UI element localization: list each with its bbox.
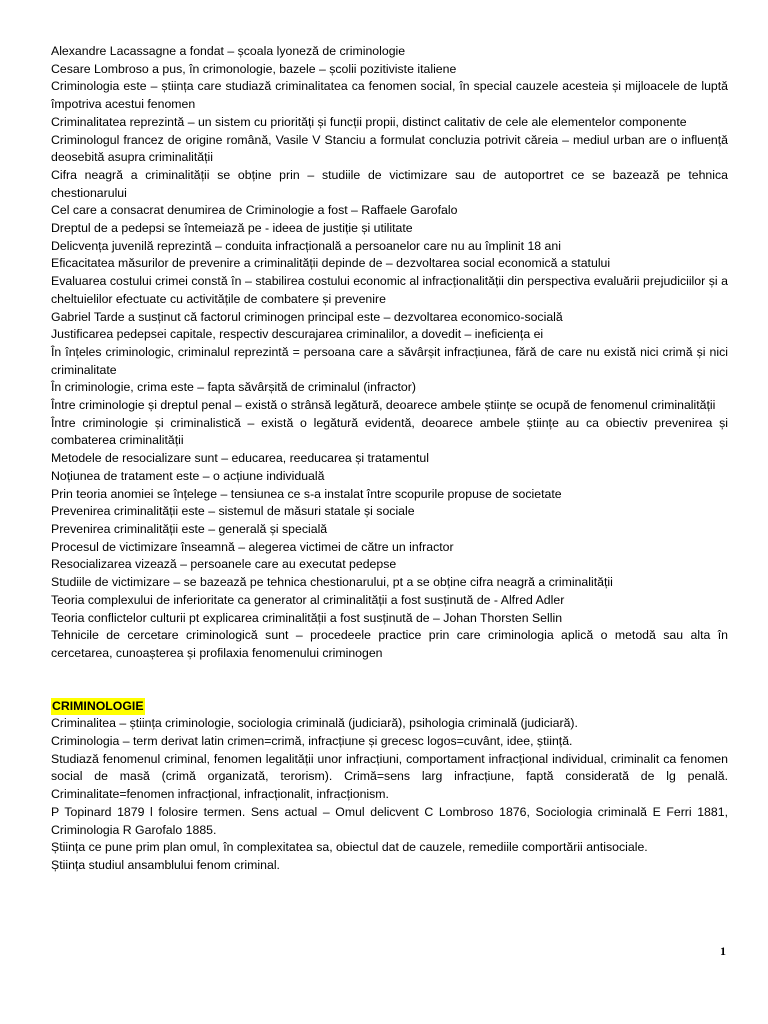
list-item: Criminologia este – știința care studiază criminalitatea ca fenomen social, în special cauzele acesteia și mijloacele de luptă împotriva acestui fenomen <box>51 79 728 112</box>
section-paragraph: P Topinard 1879 l folosire termen. Sens actual – Omul delicvent C Lombroso 1876, Sociologia criminală E Ferri 1881, Criminologia R Garofalo 1885. <box>51 804 728 837</box>
list-item: În criminologie, crima este – fapta săvârșită de criminalul (infractor) <box>51 380 416 395</box>
list-item: Teoria conflictelor culturii pt explicarea criminalității a fost susținută de – Johan Thorsten Sellin <box>51 610 563 625</box>
list-item: În înțeles criminologic, criminalul reprezintă = persoana care a săvârșit infracțiunea, fără de care nu există nici crimă și nici criminalitate <box>51 344 728 377</box>
section-heading: CRIMINOLOGIE <box>51 698 145 716</box>
list-item: Între criminologie și criminalistică – există o legătură evidentă, deoarece ambele științe au ca obiectiv prevenirea și combaterea criminalității <box>51 415 728 448</box>
section-heading-row <box>51 698 728 716</box>
list-item: Evaluarea costului crimei constă în – stabilirea costului economic al infracționalității din perspectiva evaluării prejudiciilor și a cheltuielilor efectuate cu activitățile de combatere și prevenire <box>51 274 728 306</box>
section-spacer <box>51 663 728 698</box>
section-paragraph: Criminalitea – știința criminologie, sociologia criminală (judiciară), psihologia criminală (judiciară). <box>51 716 578 731</box>
list-item: Studiile de victimizare – se bazează pe tehnica chestionarului, pt a se obține cifra neagră a criminalității <box>51 575 613 590</box>
list-item: Resocializarea vizează – persoanele care au executat pedepse <box>51 557 397 572</box>
criminology-section <box>51 698 728 875</box>
list-item: Tehnicile de cercetare criminologică sunt – procedeele practice prin care criminologia aplică o metodă sau alta în cercetarea, cunoașterea și profilaxia fenomenului criminogen <box>51 628 728 660</box>
list-item: Eficacitatea măsurilor de prevenire a criminalității depinde de – dezvoltarea social economică a statului <box>51 256 611 271</box>
list-item: Cel care a consacrat denumirea de Criminologie a fost – Raffaele Garofalo <box>51 203 458 218</box>
list-item: Criminalitatea reprezintă – un sistem cu priorități și funcții propii, distinct calitativ de cele ale elementelor componente <box>51 114 687 129</box>
list-item: Prevenirea criminalității este – generală și specială <box>51 521 328 536</box>
list-item: Între criminologie și dreptul penal – există o strânsă legătură, deoarece ambele științe se ocupă de fenomenul criminalității <box>51 398 716 413</box>
list-item: Prin teoria anomiei se înțelege – tensiunea ce s-a instalat între scopurile propuse de societate <box>51 486 562 501</box>
list-item: Prevenirea criminalității este – sistemul de măsuri statale și sociale <box>51 504 415 519</box>
list-item: Metodele de resocializare sunt – educarea, reeducarea și tratamentul <box>51 451 430 466</box>
section-paragraph: Știința studiul ansamblului fenom criminal. <box>51 857 280 872</box>
document-body <box>51 43 728 875</box>
list-item: Procesul de victimizare înseamnă – alegerea victimei de către un infractor <box>51 539 454 554</box>
list-item: Noțiunea de tratament este – o acțiune individuală <box>51 468 325 483</box>
list-item: Dreptul de a pedepsi se întemeiază pe - ideea de justiție și utilitate <box>51 221 413 236</box>
list-item: Criminologul francez de origine română, Vasile V Stanciu a formulat concluzia potrivit căreia – mediul urban are o influență deosebită asupra criminalității <box>51 132 728 165</box>
list-item: Cifra neagră a criminalității se obține prin – studiile de victimizare sau de autoportret ce se bazează pe tehnica chestionarului <box>51 167 728 200</box>
list-item: Cesare Lombroso a pus, în crimonologie, bazele – școlii pozitiviste italiene <box>51 61 457 76</box>
list-item: Justificarea pedepsei capitale, respectiv descurajarea criminalilor, a dovedit – ineficiența ei <box>51 327 544 342</box>
section-paragraph: Știința ce pune prim plan omul, în complexitatea sa, obiectul dat de cauzele, remediile comportării antisociale. <box>51 840 648 855</box>
definitions-list <box>51 43 728 663</box>
list-item: Alexandre Lacassagne a fondat – școala lyoneză de criminologie <box>51 44 406 58</box>
list-item: Gabriel Tarde a susținut că factorul criminogen principal este – dezvoltarea economico-socială <box>51 309 563 324</box>
section-paragraph: Studiază fenomenul criminal, fenomen legalității unor infracțiuni, comportament infracțional individual, criminalit ca fenomen social de masă (crimă organizată, terorism). Crimă=sens larg infracțiune, faptă considerată de lg penală. Criminalitate=fenomen infracțional, infracționalit, infracționism. <box>51 751 728 802</box>
page-number: 1 <box>720 944 726 958</box>
list-item: Delicvența juvenilă reprezintă – conduita infracțională a persoanelor care nu au împlinit 18 ani <box>51 238 561 253</box>
section-paragraph: Criminologia – term derivat latin crimen=crimă, infracțiune și grecesc logos=cuvânt, idee, știință. <box>51 734 573 749</box>
list-item: Teoria complexului de inferioritate ca generator al criminalității a fost susținută de - Alfred Adler <box>51 592 565 607</box>
